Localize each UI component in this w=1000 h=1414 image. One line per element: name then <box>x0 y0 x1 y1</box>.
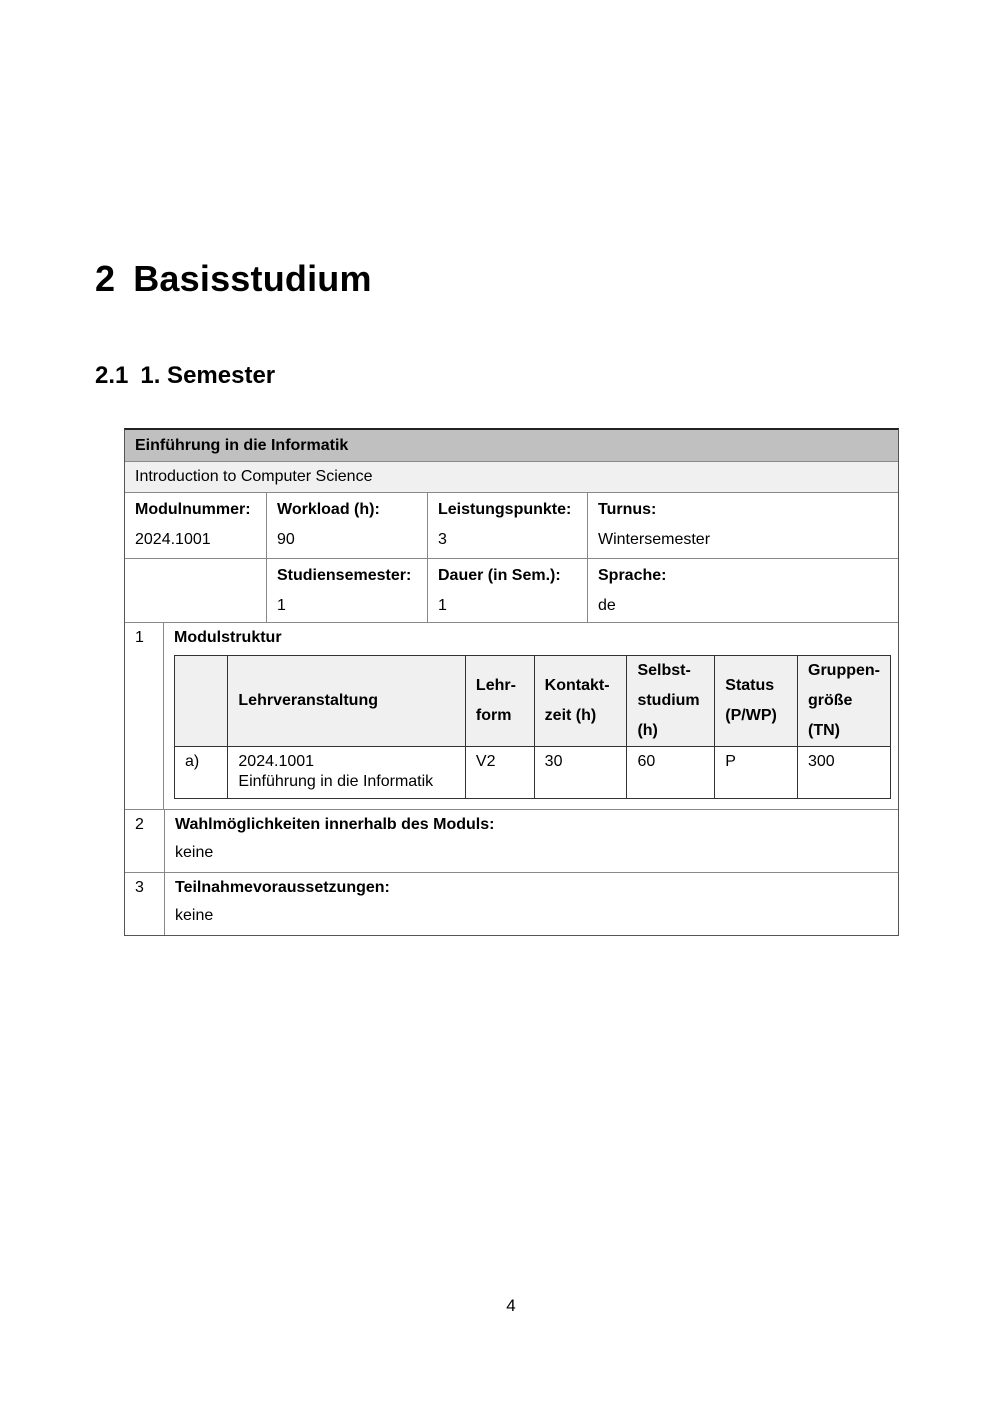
cycle-cell <box>588 493 898 558</box>
chapter-heading <box>95 258 372 300</box>
chapter-title: Basisstudium <box>133 258 372 299</box>
module-number-value: 2024.1001 <box>135 531 211 548</box>
section-title: 1. Semester <box>140 362 276 389</box>
row-index: a) <box>175 747 228 799</box>
cycle-value: Wintersemester <box>598 531 711 548</box>
prerequisites-section <box>125 873 898 935</box>
module-number-label: Modulnummer: <box>135 501 251 518</box>
course-name: Einführung in die Informatik <box>238 773 434 790</box>
course-contact: 30 <box>534 747 627 799</box>
module-structure-section <box>125 623 898 810</box>
workload-value: 90 <box>277 531 295 548</box>
credits-label: Leistungspunkte: <box>438 501 572 518</box>
module-number-cell <box>125 493 267 558</box>
duration-cell <box>428 559 588 622</box>
course-cell <box>228 747 466 799</box>
chapter-number: 2 <box>95 258 116 299</box>
section-index: 3 <box>125 873 165 935</box>
course-table <box>174 655 891 799</box>
page-number: 4 <box>506 1296 516 1315</box>
language-label: Sprache: <box>598 567 667 584</box>
module-info-row <box>125 493 898 559</box>
section-index: 1 <box>125 623 164 809</box>
language-cell <box>588 559 898 622</box>
header-course: Lehrveranstaltung <box>228 656 466 747</box>
course-group: 300 <box>798 747 891 799</box>
course-id: 2024.1001 <box>238 753 315 770</box>
language-value: de <box>598 597 616 614</box>
course-status: P <box>715 747 798 799</box>
choices-text: keine <box>175 844 214 861</box>
study-semester-cell <box>267 559 428 622</box>
module-title-de: Einführung in die Informatik <box>125 430 898 462</box>
workload-label: Workload (h): <box>277 501 380 518</box>
workload-cell <box>267 493 428 558</box>
study-semester-value: 1 <box>277 597 286 614</box>
credits-cell <box>428 493 588 558</box>
empty-cell <box>125 559 267 622</box>
header-form: Lehr-form <box>465 656 534 747</box>
credits-value: 3 <box>438 531 447 548</box>
module-title-en: Introduction to Computer Science <box>125 462 898 493</box>
choices-title: Wahlmöglichkeiten innerhalb des Moduls: <box>175 816 495 833</box>
section-number: 2.1 <box>95 362 129 389</box>
choices-section <box>125 810 898 873</box>
course-form: V2 <box>465 747 534 799</box>
cycle-label: Turnus: <box>598 501 657 518</box>
prerequisites-title: Teilnahmevoraussetzungen: <box>175 879 390 896</box>
course-self-study: 60 <box>627 747 715 799</box>
header-status: Status (P/WP) <box>715 656 798 747</box>
section-heading <box>95 362 275 390</box>
table-row <box>175 747 891 799</box>
header-contact: Kontakt-zeit (h) <box>534 656 627 747</box>
prerequisites-text: keine <box>175 907 214 924</box>
duration-value: 1 <box>438 597 447 614</box>
header-index <box>175 656 228 747</box>
module-structure-title: Modulstruktur <box>174 629 282 646</box>
duration-label: Dauer (in Sem.): <box>438 567 561 584</box>
course-table-header <box>175 656 891 747</box>
section-index: 2 <box>125 810 165 872</box>
module-description-table <box>124 428 899 936</box>
module-info-row <box>125 559 898 623</box>
header-group: Gruppen-größe (TN) <box>798 656 891 747</box>
header-self-study: Selbst-studium (h) <box>627 656 715 747</box>
study-semester-label: Studiensemester: <box>277 567 412 584</box>
